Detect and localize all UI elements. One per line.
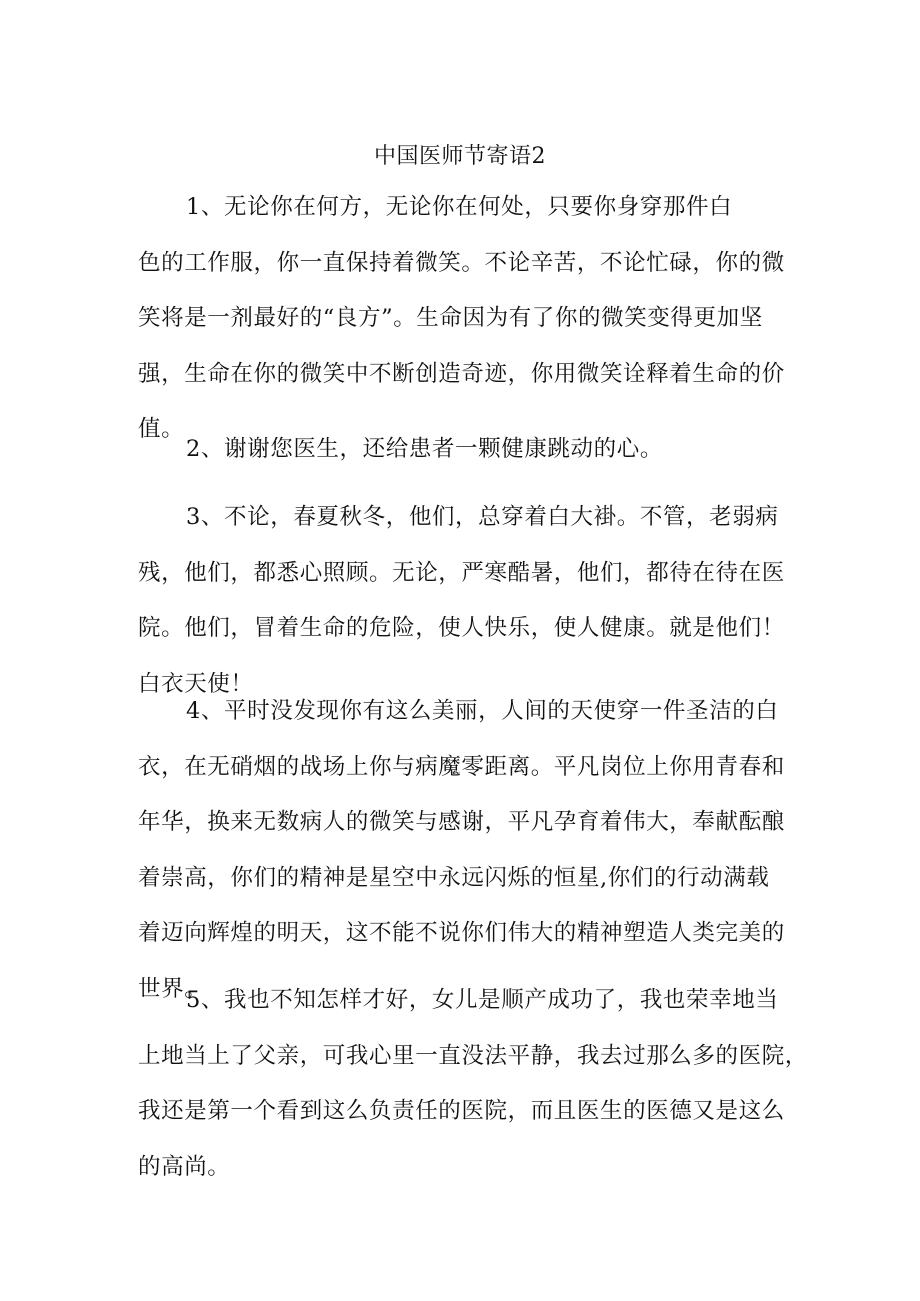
paragraph-line: 值。 <box>138 416 185 443</box>
paragraph-1 <box>138 180 798 458</box>
paragraph-line: 色的工作服，你一直保持着微笑。不论辛苦，不论忙碌，你的微 <box>138 249 785 276</box>
paragraph-line: 残，他们，都悉心照顾。无论，严寒酷暑，他们，都待在待在医 <box>138 559 785 586</box>
paragraph-line: 我还是第一个看到这么负责任的医院，而且医生的医德又是这么 <box>138 1098 785 1125</box>
paragraph-line: 3、不论，春夏秋冬，他们，总穿着白大褂。不管，老弱病 <box>186 504 779 530</box>
paragraph-line: 2、谢谢您医生，还给患者一颗健康跳动的心。 <box>186 436 663 462</box>
paragraph-line: 1、无论你在何方，无论你在何处，只要你身穿那件白 <box>186 194 733 220</box>
page-title: 中国医师节寄语2 <box>374 144 546 169</box>
paragraph-line: 衣，在无硝烟的战场上你与病魔零距离。平凡岗位上你用青春和 <box>138 753 785 780</box>
paragraph-2 <box>138 422 798 478</box>
paragraph-line: 着崇高，你们的精神是星空中永远闪烁的恒星,你们的行动满载 <box>138 864 770 891</box>
paragraph-line: 白衣天使！ <box>138 670 254 697</box>
paragraph-3 <box>138 490 798 712</box>
paragraph-line: 年华，换来无数病人的微笑与感谢，平凡孕育着伟大，奉献酝酿 <box>138 809 785 836</box>
paragraph-line: 5、我也不知怎样才好，女儿是顺产成功了，我也荣幸地当 <box>186 987 779 1013</box>
paragraph-line: 强，生命在你的微笑中不断创造奇迹，你用微笑诠释着生命的价 <box>138 360 785 387</box>
paragraph-line: 着迈向辉煌的明天，这不能不说你们伟大的精神塑造人类完美的 <box>138 920 785 947</box>
paragraph-5 <box>138 973 808 1195</box>
paragraph-line: 笑将是一剂最好的“良方”。生命因为有了你的微笑变得更加坚 <box>138 305 763 332</box>
paragraph-line: 上地当上了父亲，可我心里一直没法平静，我去过那么多的医院， <box>138 1042 808 1069</box>
paragraph-line: 世界。 <box>138 975 208 1002</box>
paragraph-line: 4、平时没发现你有这么美丽，人间的天使穿一件圣洁的白 <box>186 698 779 724</box>
paragraph-line: 院。他们，冒着生命的危险，使人快乐，使人健康。就是他们！ <box>138 615 785 642</box>
paragraph-line: 的高尚。 <box>138 1153 231 1180</box>
paragraph-4 <box>138 684 798 1018</box>
